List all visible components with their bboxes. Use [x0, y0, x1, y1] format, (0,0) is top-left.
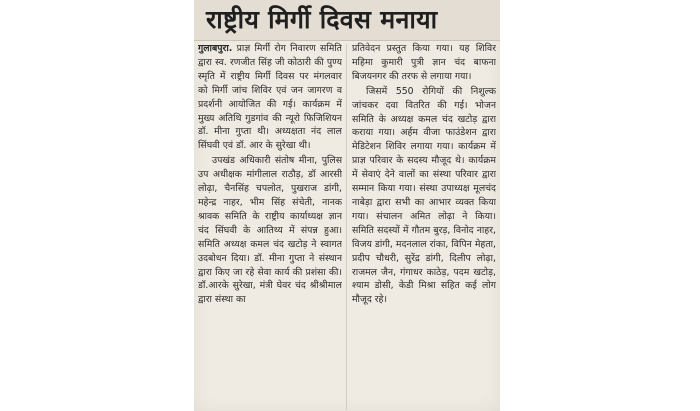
- paragraph: प्रतिवेदन प्रस्तुत किया गया। यह शिविर महिमा कुमारी पुत्री ज्ञान चंद बाफना बिजयनगर की तरफ से लगाया गया।: [352, 43, 496, 82]
- newspaper-clipping: [194, 0, 500, 411]
- headline-bar: [194, 0, 500, 41]
- paragraph: उपखंड अधिकारी संतोष मीना, पुलिस उप अधीक्षक मांगीलाल राठौड़, डॉ आरसी लोढ़ा, चैनसिंह चपलोत, पुखराज डांगी, महेन्द्र नाहर, भीम सिंह संचेती, नानक श्रावक समिति के राष्ट्रीय कार्याध्यक्ष ज्ञान चंद सिंघवी के आतिथ्य में संपन्न हुआ। समिति अध्यक्ष कमल चंद खटोड़ ने स्वागत उदबोधन दिया। डॉ. मीना गुप्ता ने संस्थान द्वारा किए जा रहे सेवा कार्य की प्रशंसा की। डॉ.आरके सुरेखा, मंत्री घेवर चंद श्रीश्रीमाल द्वारा संस्था का: [198, 155, 342, 306]
- article-column-left: [198, 42, 342, 411]
- column-divider: [346, 44, 347, 410]
- article-headline: राष्ट्रीय मिर्गी दिवस मनाया: [206, 5, 438, 34]
- article-column-right: [352, 42, 496, 411]
- paragraph: [198, 42, 342, 153]
- paragraph-text: प्राज्ञ मिर्गी रोग निवारण समिति द्वारा स्व. रणजीत सिंह जी कोठारी की पुण्य स्मृति में राष्ट्रीय मिर्गी दिवस पर मंगलवार को मिर्गी जांच शिविर एवं जन जागरण व प्रदर्शनी आयोजित की गई। कार्यक्रम में मुख्य अतिथि गुडगांव की न्यूरो फिजिशियन डॉ. मीना गुप्ता थी। अध्यक्षता नंद लाल सिंघवी एवं डॉ. आर के सुरेखा थी।: [198, 43, 342, 152]
- paragraph: जिसमें 550 रोगियों की निशुल्क जांचकर दवा वितरित की गई। भोजन समिति के अध्यक्ष कमल चंद खटोड़ द्वारा कराया गया। अर्हम वीजा फाउंडेशन द्वारा मेडिटेशन शिविर लगाया गया। कार्यक्रम में प्राज्ञ परिवार के सदस्य मौजूद थे। कार्यक्रम में सेवाएं देने वालों का संस्था परिवार द्वारा सम्मान किया गया। संस्था उपाध्यक्ष मूलचंद नाबेड़ा द्वारा सभी का आभार व्यक्त किया गया। संचालन अमित लोढ़ा ने किया। समिति सदस्यों में गौतम बुरड़, विनोद नाहर, विजय डांगी, मदनलाल रांका, विपिन मेहता, प्रदीप चौधरी, सुरेंद्र डांगी, दिलीप लोढ़ा, राजमल जैन, गंगाधर काठेड़, पदम खटोड़, श्याम डोसी, केडी मिश्रा सहित कई लोग मौजूद रहे।: [352, 85, 496, 306]
- dateline: गुलाबपुरा.: [198, 43, 233, 54]
